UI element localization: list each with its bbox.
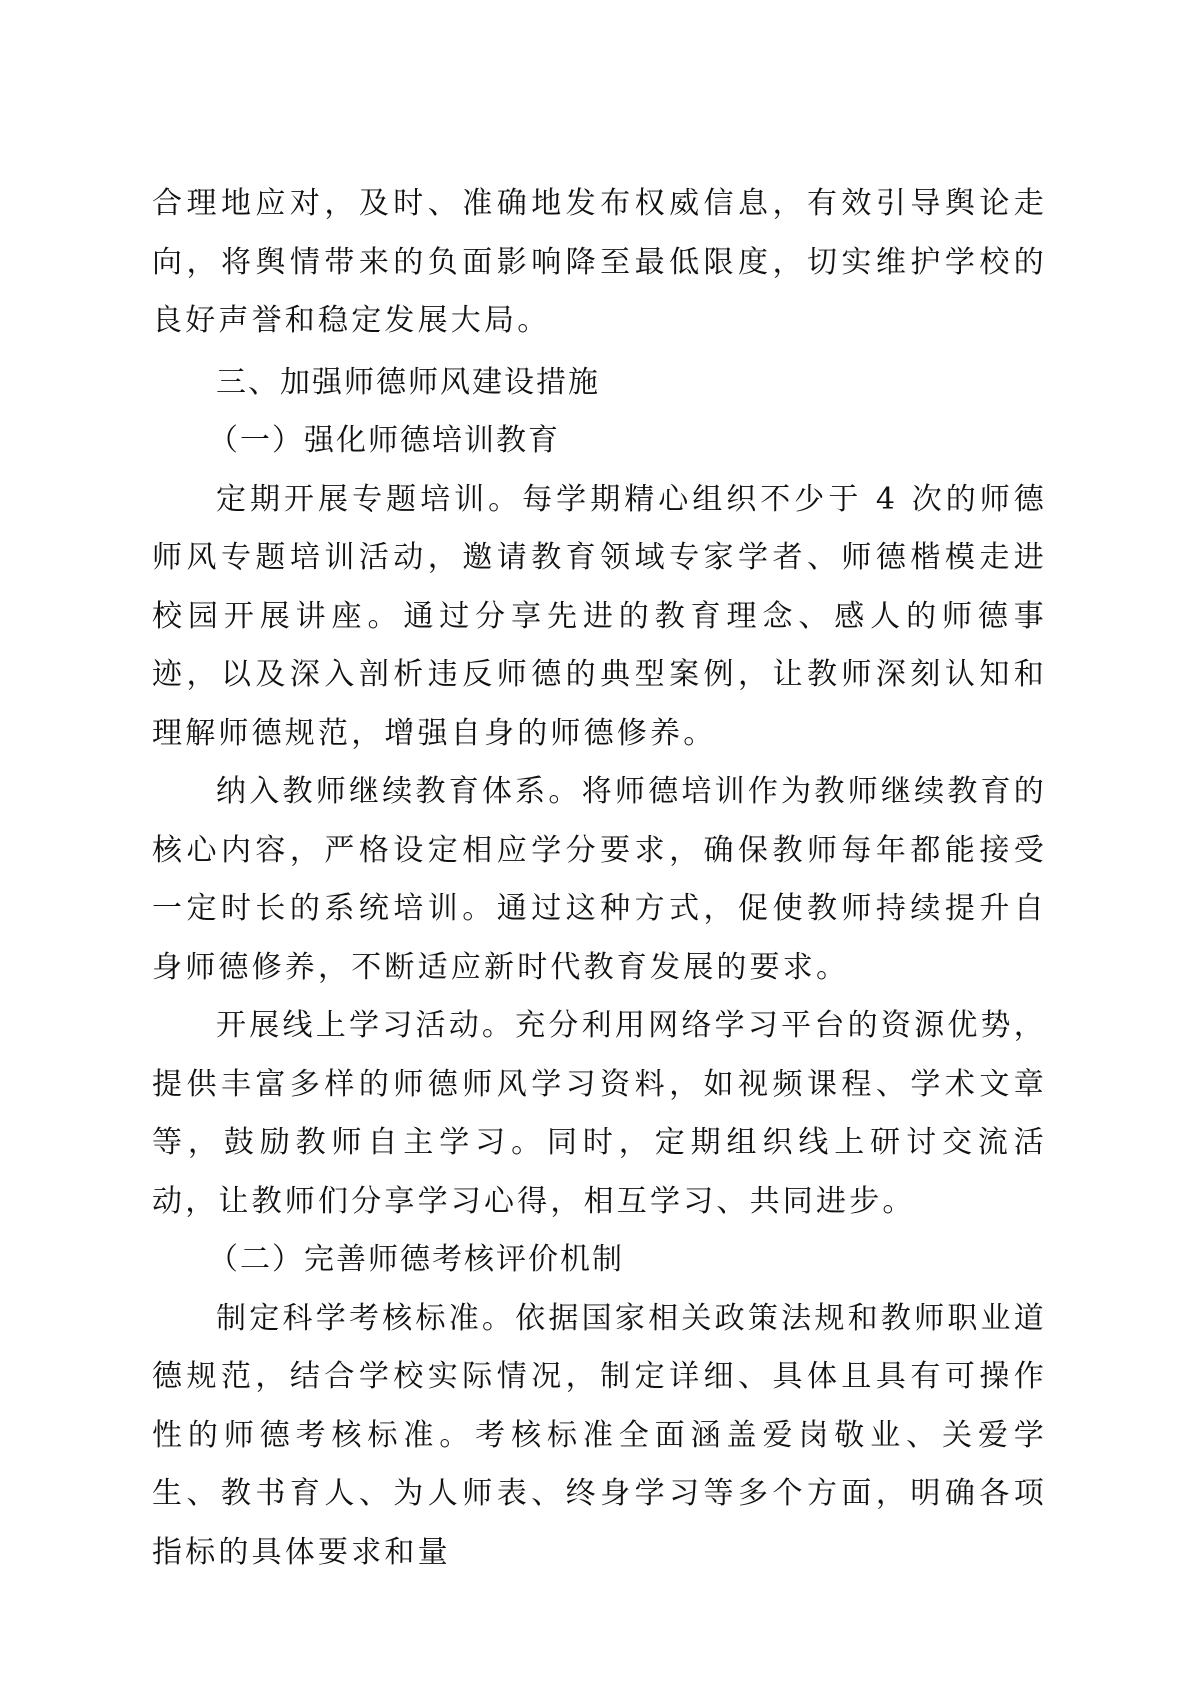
document-body [152, 175, 1047, 1582]
paragraph-assessment-standards: 制定科学考核标准。依据国家相关政策法规和教师职业道德规范，结合学校实际情况，制定详细、具体且具有可操作性的师德考核标准。考核标准全面涵盖爱岗敬业、关爱学生、教书育人、为人师表、终身学习等多个方面，明确各项指标的具体要求和量 [152, 1300, 1047, 1570]
paragraph-continuing-education: 纳入教师继续教育体系。将师德培训作为教师继续教育的核心内容，严格设定相应学分要求，确保教师每年都能接受一定时长的系统培训。通过这种方式，促使教师持续提升自身师德修养，不断适应新时代教育发展的要求。 [152, 774, 1047, 985]
section-heading: 三、加强师德师风建设措施 [216, 364, 600, 400]
continuation-paragraph: 合理地应对，及时、准确地发布权威信息，有效引导舆论走向，将舆情带来的负面影响降至最低限度，切实维护学校的良好声誉和稳定发展大局。 [152, 186, 1047, 338]
paragraph-online-learning: 开展线上学习活动。充分利用网络学习平台的资源优势，提供丰富多样的师德师风学习资料，如视频课程、学术文章等，鼓励教师自主学习。同时，定期组织线上研讨交流活动，让教师们分享学习心得，相互学习、共同进步。 [152, 1008, 1047, 1219]
subsection-heading-2: （二）完善师德考核评价机制 [208, 1242, 624, 1277]
subsection-heading-1: （一）强化师德培训教育 [208, 423, 560, 458]
paragraph-special-training: 定期开展专题培训。每学期精心组织不少于 4 次的师德师风专题培训活动，邀请教育领域专家学者、师德楷模走进校园开展讲座。通过分享先进的教育理念、感人的师德事迹，以及深入剖析违反师德的典型案例，让教师深刻认知和理解师德规范，增强自身的师德修养。 [152, 481, 1047, 751]
